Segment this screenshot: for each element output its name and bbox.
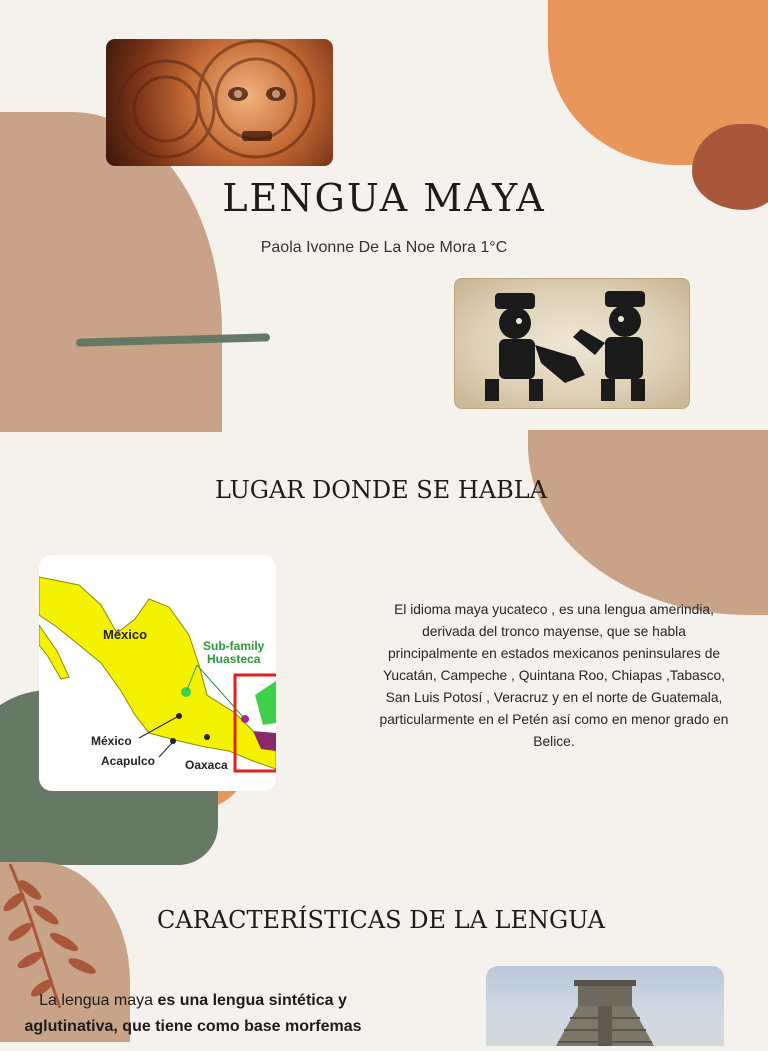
tan-blob-decoration-right	[528, 430, 768, 615]
caracteristicas-text-bold: es una lengua sintética y aglutinativa, que tiene como base morfemas	[24, 992, 362, 1035]
section-heading-lugar: LUGAR DONDE SE HABLA	[214, 476, 548, 504]
caracteristicas-paragraph	[18, 988, 368, 1040]
mexico-map-image	[39, 555, 276, 791]
author-name: Paola Ivonne De La Noe Mora 1°C	[260, 239, 508, 256]
aztec-calendar-image	[106, 39, 333, 166]
map-label-mexico: México	[103, 627, 148, 642]
map-label-city-oaxaca: Oaxaca	[185, 758, 228, 772]
lugar-paragraph: El idioma maya yucateco , es una lengua amerindia, derivada del tronco mayense, que se habla principalmente en estados mexicanos peninsulares de Yucatán, Campeche , Quintana Roo, Chiapas ,Tabasco, San Luis Potosí , Veracruz y en el norte de Guatemala, particularmente en el Petén así como en menor grado en Belice.	[379, 602, 729, 749]
pyramid-photo-image	[486, 966, 724, 1046]
page-title: LENGUA MAYA	[222, 176, 546, 220]
map-label-city-acapulco: Acapulco	[101, 754, 156, 768]
caracteristicas-text-plain: La lengua maya	[39, 992, 158, 1009]
section-heading-caracteristicas: CARACTERÍSTICAS DE LA LENGUA	[157, 906, 605, 934]
map-label-city-mexico: México	[91, 734, 132, 748]
maya-glyph-image	[454, 278, 690, 409]
map-label-subfamily: Sub-family	[203, 639, 265, 653]
map-label-huasteca: Huasteca	[207, 652, 261, 666]
